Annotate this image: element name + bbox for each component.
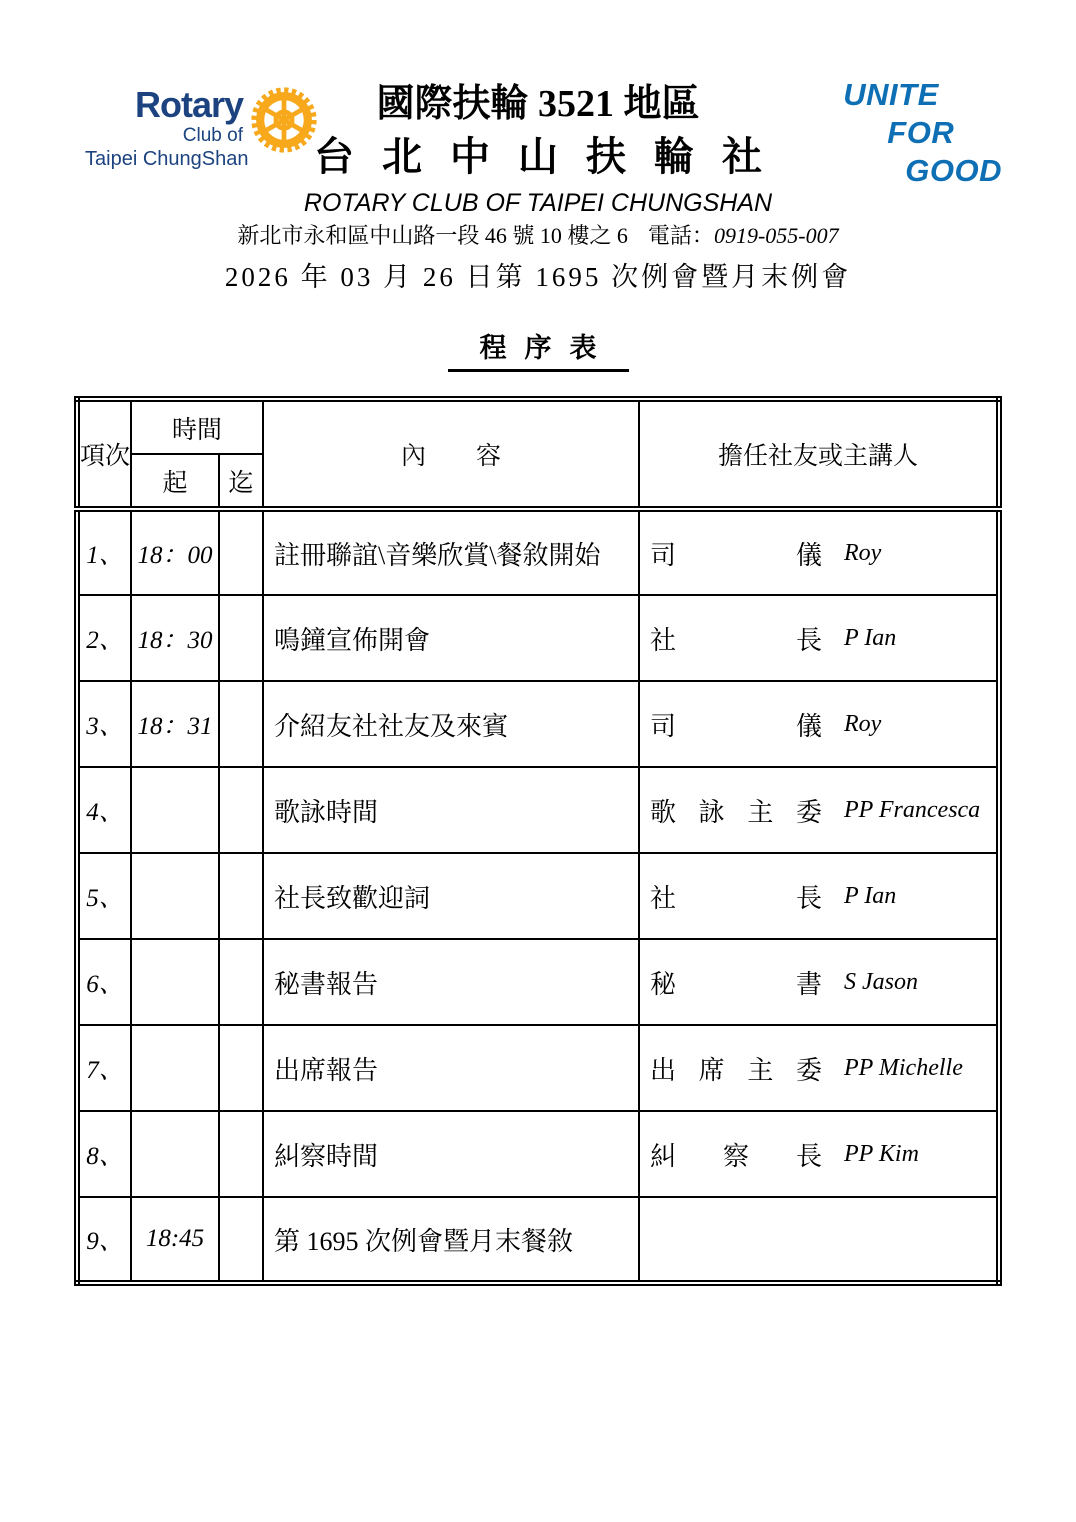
start-time: 18：30 <box>131 595 219 681</box>
agenda-content: 歌詠時間 <box>263 767 639 853</box>
speaker-name: P Ian <box>844 624 897 651</box>
header-speaker: 擔任社友或主講人 <box>639 399 999 509</box>
speaker-name: Roy <box>844 539 882 566</box>
agenda-content: 秘書報告 <box>263 939 639 1025</box>
phone-label: 電話： <box>647 223 714 248</box>
club-title-zh: 台北中山扶輪社 <box>314 134 790 179</box>
item-number: 6、 <box>77 939 131 1025</box>
end-time <box>219 1025 263 1111</box>
speaker-name: S Jason <box>844 968 918 995</box>
phone-number: 0919-055-007 <box>713 223 839 248</box>
rotary-logo <box>85 86 318 172</box>
speaker-cell <box>639 595 999 681</box>
speaker-cell <box>639 767 999 853</box>
table-row <box>77 767 999 853</box>
unite-for-good-logo <box>843 76 1002 190</box>
speaker-name: Roy <box>844 710 882 737</box>
speaker-cell <box>639 1111 999 1197</box>
start-time <box>131 767 219 853</box>
program-table <box>74 396 1002 1286</box>
end-time <box>219 509 263 595</box>
speaker-name: PP Francesca <box>844 796 981 823</box>
start-time <box>131 853 219 939</box>
agenda-content: 出席報告 <box>263 1025 639 1111</box>
program-title-text: 程序表 <box>448 326 629 372</box>
item-number: 8、 <box>77 1111 131 1197</box>
address-line <box>0 220 1076 252</box>
role-label: 司儀 <box>650 711 822 741</box>
table-row <box>77 509 999 595</box>
club-of-label: Club of <box>182 125 243 146</box>
address-text: 新北市永和區中山路一段 46 號 10 樓之 6 <box>237 223 628 248</box>
end-time <box>219 853 263 939</box>
header-start: 起 <box>131 454 219 509</box>
table-row <box>77 595 999 681</box>
role-label: 社長 <box>650 883 822 913</box>
rotary-logo-text <box>85 84 249 172</box>
meeting-date-line: 2026 年 03 月 26 日第 1695 次例會暨月末例會 <box>224 262 852 292</box>
ufg-line-for: FOR <box>887 115 955 150</box>
table-row <box>77 1111 999 1197</box>
table-row <box>77 681 999 767</box>
start-time: 18：31 <box>131 681 219 767</box>
start-time: 18:45 <box>131 1197 219 1283</box>
agenda-content: 糾察時間 <box>263 1111 639 1197</box>
start-time <box>131 939 219 1025</box>
speaker-cell <box>639 681 999 767</box>
item-number: 5、 <box>77 853 131 939</box>
role-label: 社長 <box>650 625 822 655</box>
start-time: 18：00 <box>131 509 219 595</box>
start-time <box>131 1025 219 1111</box>
speaker-name: P Ian <box>844 882 897 909</box>
end-time <box>219 1111 263 1197</box>
end-time <box>219 767 263 853</box>
agenda-content: 社長致歡迎詞 <box>263 853 639 939</box>
agenda-content: 介紹友社社友及來賓 <box>263 681 639 767</box>
header-end: 迄 <box>219 454 263 509</box>
item-number: 3、 <box>77 681 131 767</box>
program-title <box>0 326 1076 372</box>
table-row <box>77 1197 999 1283</box>
header-content: 內 容 <box>263 399 639 509</box>
end-time <box>219 595 263 681</box>
role-label: 歌詠主委 <box>650 797 822 827</box>
rotary-wordmark: Rotary <box>134 84 243 125</box>
speaker-name: PP Kim <box>844 1140 919 1167</box>
header-item: 項次 <box>77 399 131 509</box>
club-title-en: ROTARY CLUB OF TAIPEI CHUNGSHAN <box>303 189 773 217</box>
end-time <box>219 681 263 767</box>
table-row <box>77 1025 999 1111</box>
item-number: 9、 <box>77 1197 131 1283</box>
role-label: 糾察長 <box>650 1141 822 1171</box>
start-time <box>131 1111 219 1197</box>
district-title: 國際扶輪 3521 地區 <box>376 83 700 125</box>
role-label: 秘書 <box>650 969 822 999</box>
club-name-label: Taipei ChungShan <box>85 148 249 170</box>
role-label: 司儀 <box>650 540 822 570</box>
item-number: 2、 <box>77 595 131 681</box>
end-time <box>219 1197 263 1283</box>
speaker-name: PP Michelle <box>844 1054 963 1081</box>
agenda-content: 鳴鐘宣佈開會 <box>263 595 639 681</box>
ufg-line-good: GOOD <box>905 153 1002 188</box>
speaker-cell <box>639 1197 999 1283</box>
header-time: 時間 <box>131 399 263 454</box>
speaker-cell <box>639 509 999 595</box>
ufg-line-unite: UNITE <box>843 77 939 112</box>
speaker-cell <box>639 1025 999 1111</box>
rotary-wheel-icon <box>250 86 318 154</box>
agenda-content: 第 1695 次例會暨月末餐敘 <box>263 1197 639 1283</box>
item-number: 7、 <box>77 1025 131 1111</box>
speaker-cell <box>639 939 999 1025</box>
agenda-content: 註冊聯誼\音樂欣賞\餐敘開始 <box>263 509 639 595</box>
item-number: 1、 <box>77 509 131 595</box>
document-header <box>0 0 1076 298</box>
table-row <box>77 853 999 939</box>
table-row <box>77 939 999 1025</box>
end-time <box>219 939 263 1025</box>
speaker-cell <box>639 853 999 939</box>
item-number: 4、 <box>77 767 131 853</box>
role-label: 出席主委 <box>650 1055 822 1085</box>
